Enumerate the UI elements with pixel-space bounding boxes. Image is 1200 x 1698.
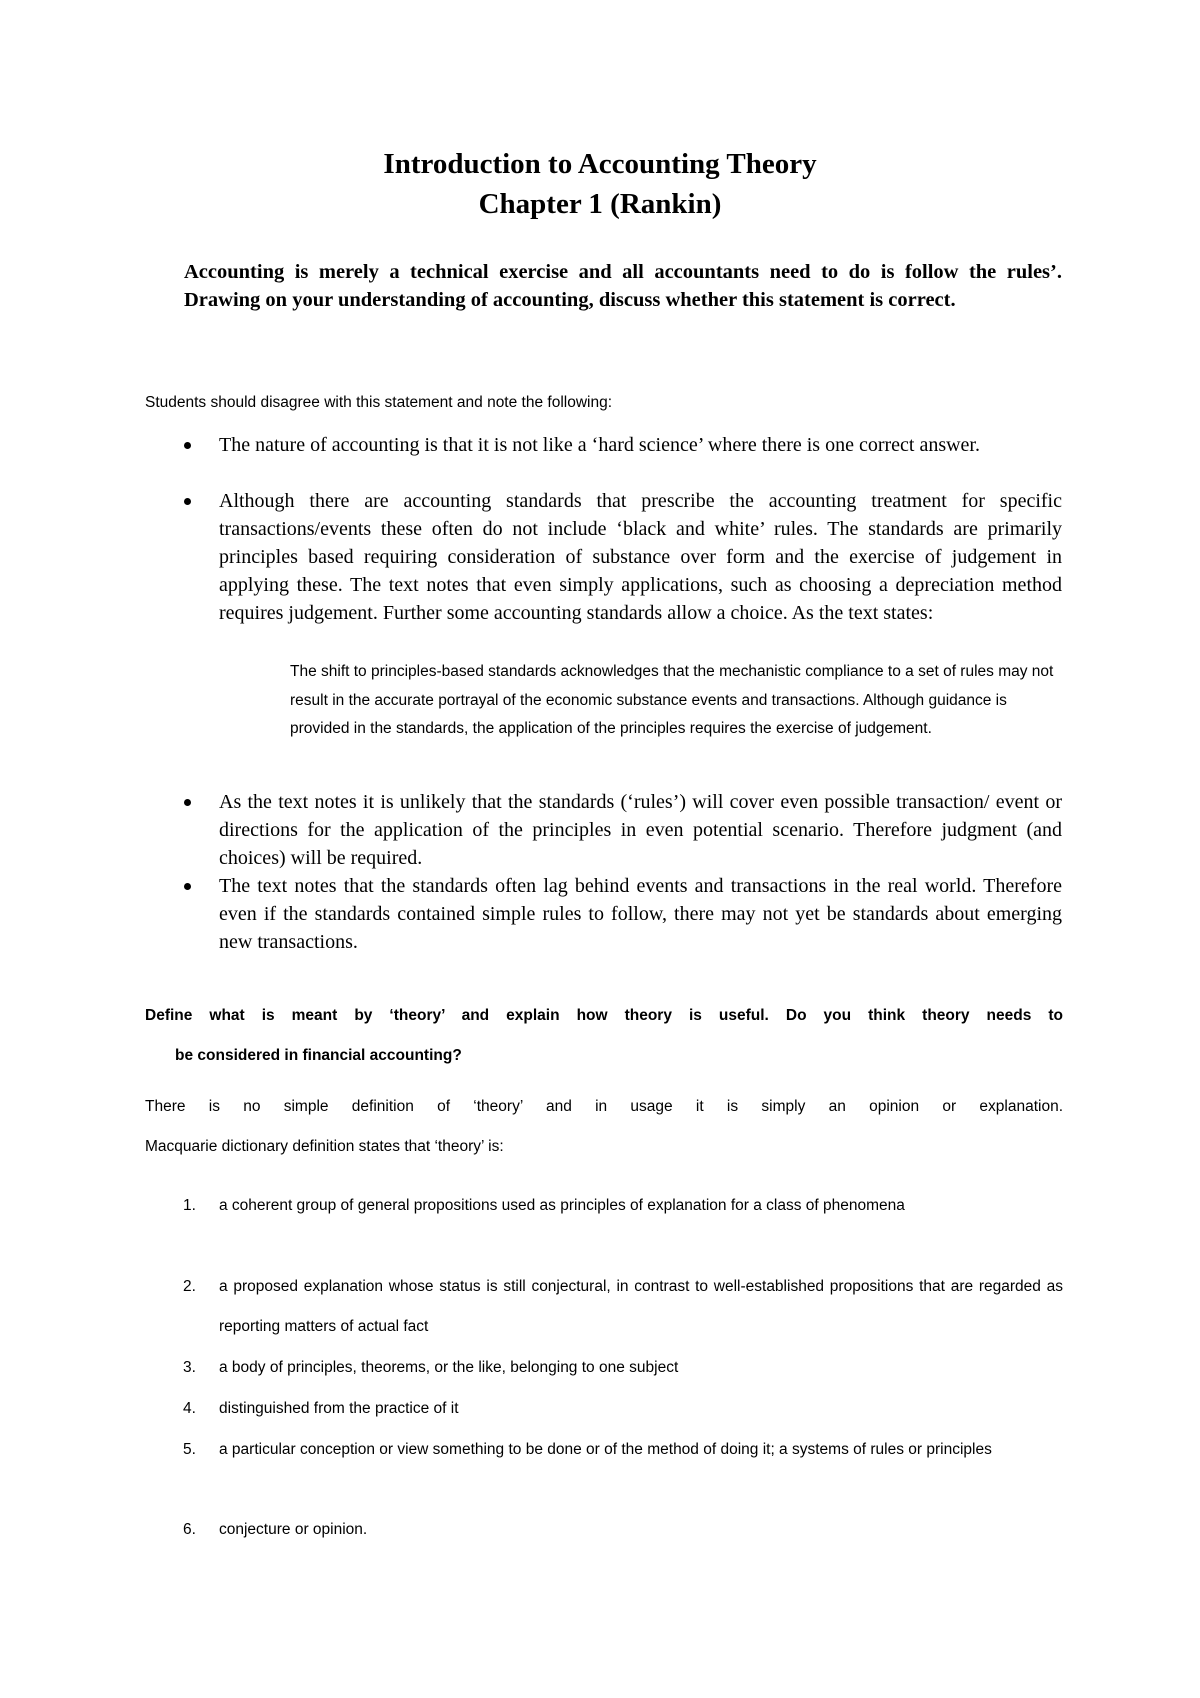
document-subtitle: Chapter 1 (Rankin) (478, 188, 722, 220)
question-1: Accounting is merely a technical exercise and all accountants need to do is follow the rules’. Drawing on your understanding of accounting, discuss whether this statement is correct. (184, 261, 1062, 311)
question-2-line-2: be considered in financial accounting? (175, 1047, 462, 1064)
list-number: 1. (183, 1197, 196, 1214)
definition-text: a body of principles, theorems, or the like, belonging to one subject (219, 1359, 679, 1376)
answer-2-line-1: There is no simple definition of ‘theory’ and in usage it is simply an opinion or explanation. (145, 1098, 1063, 1115)
definition-text: a coherent group of general propositions used as principles of explanation for a class of phenomena (219, 1197, 905, 1214)
question-2 (145, 996, 1063, 1076)
definition-text: conjecture or opinion. (219, 1521, 368, 1538)
bullet-icon (184, 498, 191, 505)
definition-text: a proposed explanation whose status is still conjectural, in contrast to well-established propositions that are regarded as reporting matters of actual fact (219, 1278, 1063, 1335)
list-number: 4. (183, 1400, 196, 1417)
bullet-icon (184, 883, 191, 890)
question-2-line-1: Define what is meant by ‘theory’ and explain how theory is useful. Do you think theory needs to (145, 1007, 1063, 1024)
list-number: 5. (183, 1441, 196, 1458)
definition-text: distinguished from the practice of it (219, 1400, 459, 1417)
list-number: 2. (183, 1278, 196, 1295)
bullet-text: Although there are accounting standards that prescribe the accounting treatment for specific transactions/events these often do not include ‘black and white’ rules. The standards are primarily principles based requiring consideration of substance over form and the exercise of judgement in applying these. The text notes that even simply applications, such as choosing a depreciation method requires judgement. Further some accounting standards allow a choice. As the text states: (219, 490, 1062, 624)
answer-2-paragraph (145, 1087, 1063, 1167)
document-title: Introduction to Accounting Theory (383, 148, 817, 180)
list-number: 3. (183, 1359, 196, 1376)
answer-1-intro: Students should disagree with this statement and note the following: (145, 394, 613, 411)
list-number: 6. (183, 1521, 196, 1538)
block-quote: The shift to principles-based standards acknowledges that the mechanistic compliance to a set of rules may not result in the accurate portrayal of the economic substance events and transactions. Although guidance is provided in the standards, the application of the principles requires the exercise of judgement. (290, 663, 1054, 737)
bullet-icon (184, 442, 191, 449)
bullet-icon (184, 799, 191, 806)
definition-text: a particular conception or view something to be done or of the method of doing it; a systems of rules or principles (219, 1441, 992, 1458)
bullet-text: The text notes that the standards often lag behind events and transactions in the real world. Therefore even if the standards contained simple rules to follow, there may not yet be standards about emerging new transactions. (219, 875, 1062, 953)
bullet-text: The nature of accounting is that it is not like a ‘hard science’ where there is one correct answer. (219, 434, 980, 456)
answer-2-line-2: Macquarie dictionary definition states that ‘theory’ is: (145, 1138, 504, 1155)
bullet-text: As the text notes it is unlikely that the standards (‘rules’) will cover even possible transaction/ event or directions for the application of the principles in even potential scenario. Therefore judgment (and choices) will be required. (219, 791, 1062, 869)
